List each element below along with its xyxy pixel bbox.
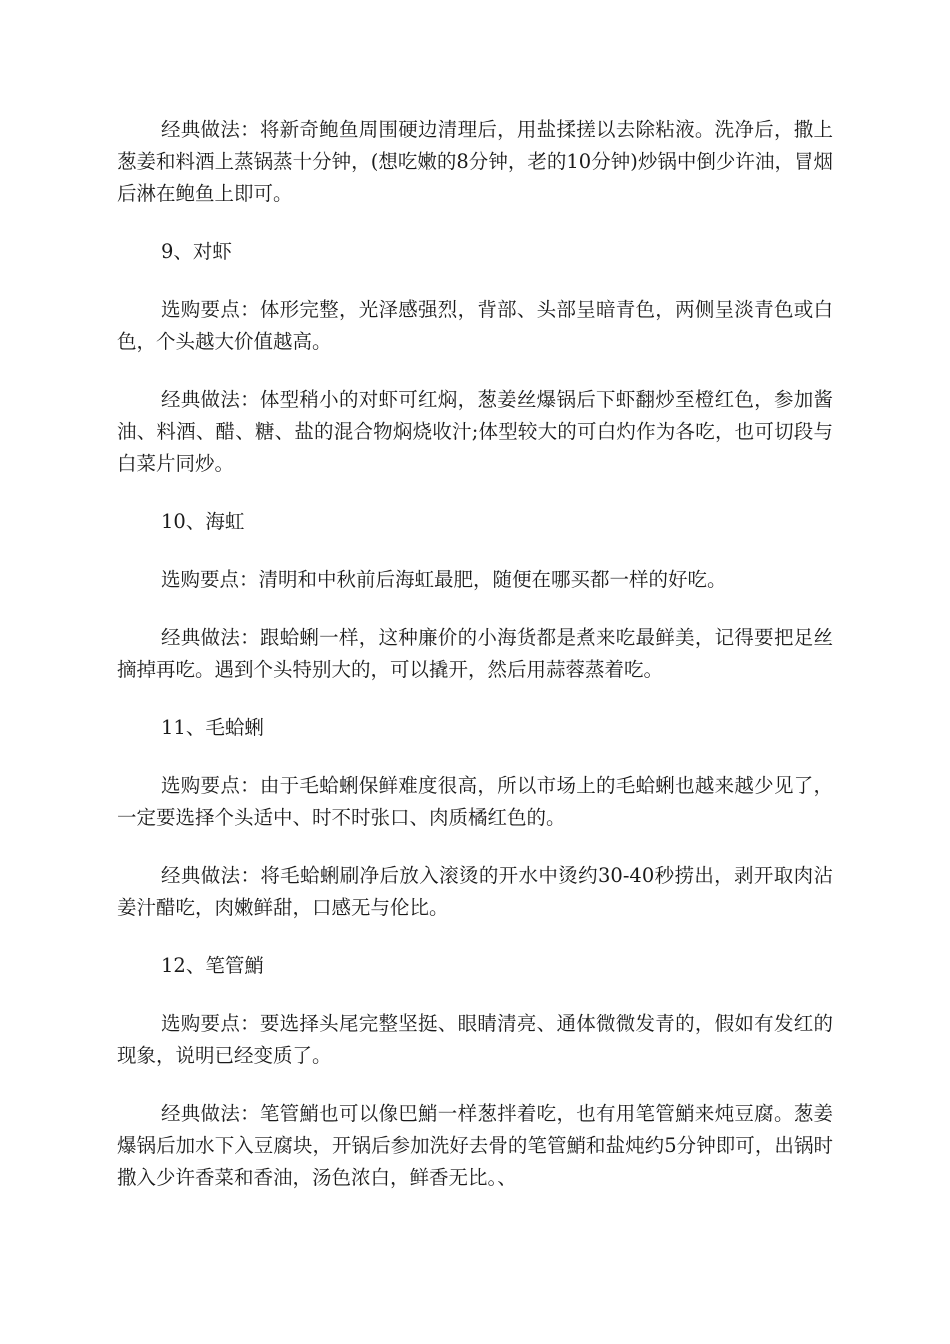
paragraph-mussel-method: 经典做法：跟蛤蜊一样，这种廉价的小海货都是煮来吃最鲜美，记得要把足丝摘掉再吃。遇到个头特别大的，可以撬开，然后用蒜蓉蒸着吃。 (117, 626, 833, 681)
document-body (117, 114, 833, 1220)
paragraph-ark-clam-selection: 选购要点：由于毛蛤蜊保鲜难度很高，所以市场上的毛蛤蜊也越来越少见了，一定要选择个头适中、时不时张口、肉质橘红色的。 (117, 774, 833, 829)
paragraph-prawn-method: 经典做法：体型稍小的对虾可红焖，葱姜丝爆锅后下虾翻炒至橙红色，参加酱油、料酒、醋、糖、盐的混合物焖烧收汁;体型较大的可白灼作为各吃，也可切段与白菜片同炒。 (117, 388, 833, 475)
section-heading-squid: 12、笔管鮹 (161, 954, 264, 977)
section-heading-mussel: 10、海虹 (161, 510, 245, 533)
paragraph-mussel-selection: 选购要点：清明和中秋前后海虹最肥，随便在哪买都一样的好吃。 (161, 568, 727, 591)
section-heading-ark-clam: 11、毛蛤蜊 (161, 716, 264, 739)
paragraph-ark-clam-method: 经典做法：将毛蛤蜊刷净后放入滚烫的开水中烫约30-40秒捞出，剥开取肉沾姜汁醋吃，肉嫩鲜甜，口感无与伦比。 (117, 864, 833, 919)
section-heading-prawn: 9、对虾 (161, 240, 232, 263)
paragraph-prawn-selection: 选购要点：体形完整，光泽感强烈，背部、头部呈暗青色，两侧呈淡青色或白色，个头越大价值越高。 (117, 298, 833, 353)
paragraph-squid-selection: 选购要点：要选择头尾完整坚挺、眼睛清亮、通体微微发青的，假如有发红的现象，说明已经变质了。 (117, 1012, 833, 1067)
paragraph-squid-method: 经典做法：笔管鮹也可以像巴鮹一样葱拌着吃，也有用笔管鮹来炖豆腐。葱姜爆锅后加水下入豆腐块，开锅后参加洗好去骨的笔管鮹和盐炖约5分钟即可，出锅时撒入少许香菜和香油，汤色浓白，鲜香无比。、 (117, 1102, 833, 1189)
paragraph-abalone-method: 经典做法：将新奇鲍鱼周围硬边清理后，用盐揉搓以去除粘液。洗净后，撒上葱姜和料酒上蒸锅蒸十分钟，(想吃嫩的8分钟，老的10分钟)炒锅中倒少许油，冒烟后淋在鲍鱼上即可。 (117, 118, 833, 205)
